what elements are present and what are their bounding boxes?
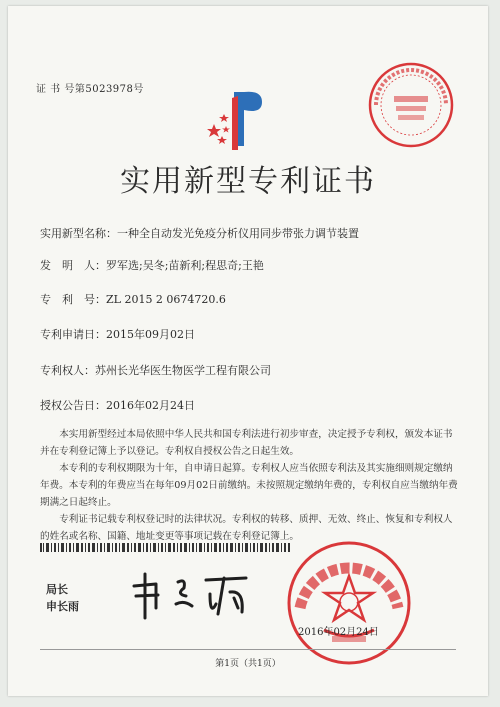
grant-date-field: [40, 397, 195, 413]
filing-date-value: 2015年09月02日: [106, 328, 195, 341]
certificate-page: [8, 6, 488, 696]
certificate-title: 实用新型专利证书: [120, 164, 376, 199]
director-name: 申长雨: [46, 600, 79, 613]
inventor-field: [40, 257, 264, 273]
handwritten-signature: [126, 564, 266, 624]
utility-model-name-label: 实用新型名称：: [40, 227, 117, 240]
certificate-number: 证 书 号第5023978号: [36, 84, 144, 95]
patent-number-label: 专 利 号：: [40, 293, 106, 306]
footer-divider: [40, 649, 456, 650]
patent-holder-field: [40, 362, 271, 378]
patent-number-field: [40, 291, 226, 307]
director-title: 局长: [46, 583, 68, 596]
filing-date-label: 专利申请日：: [40, 328, 106, 341]
patent-number-value: ZL 2015 2 0674720.6: [106, 293, 226, 306]
patent-office-logo: [204, 84, 276, 156]
inventor-value: 罗军选;吴冬;苗新利;程思奇;王艳: [106, 259, 264, 272]
filing-date-field: [40, 326, 195, 342]
grant-date-value: 2016年02月24日: [106, 399, 195, 412]
barcode: [40, 543, 290, 552]
certificate-body-text: [40, 426, 460, 545]
body-paragraph: 专利证书记载专利权登记时的法律状况。专利权的转移、质押、无效、终止、恢复和专利权人的姓名或名称、国籍、地址变更等事项记载在专利登记簿上。: [40, 514, 453, 542]
top-seal-stamp: [366, 60, 456, 150]
director-block: [46, 581, 79, 615]
page-footer: 第1页（共1页）: [215, 659, 281, 669]
inventor-label: 发 明 人：: [40, 259, 106, 272]
utility-model-name-field: [40, 225, 359, 241]
body-paragraph: 本实用新型经过本局依照中华人民共和国专利法进行初步审查，决定授予专利权，颁发本证书并在专利登记簿上予以登记。专利权自授权公告之日起生效。: [40, 429, 453, 457]
patent-holder-value: 苏州长光华医生物医学工程有限公司: [95, 364, 271, 377]
seal-date: 2016年02月24日: [298, 627, 379, 638]
utility-model-name-value: 一种全自动发光免疫分析仪用同步带张力调节装置: [117, 227, 359, 240]
patent-holder-label: 专利权人：: [40, 364, 95, 377]
body-paragraph: 本专利的专利权期限为十年，自申请日起算。专利权人应当依照专利法及其实施细则规定缴纳年费。本专利的年费应当在每年09月02日前缴纳。未按照规定缴纳年费的，专利权自应当缴纳年费期满之日起终止。: [40, 463, 458, 508]
grant-date-label: 授权公告日：: [40, 399, 106, 412]
